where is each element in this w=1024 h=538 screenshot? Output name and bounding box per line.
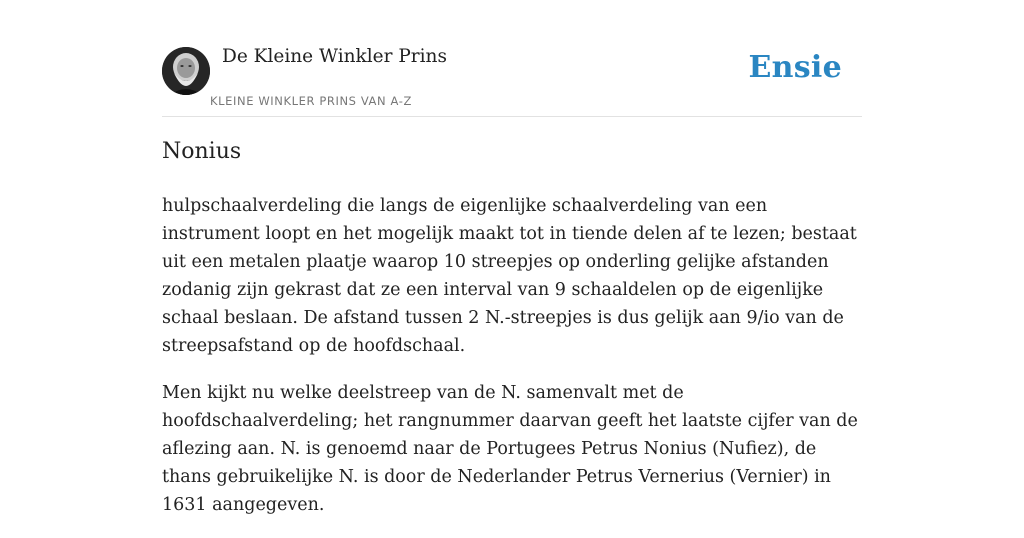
entry-title: Nonius bbox=[162, 139, 242, 164]
source-title[interactable]: De Kleine Winkler Prins bbox=[222, 46, 447, 67]
brand-logo-link[interactable]: Ensie bbox=[748, 50, 842, 85]
entry-paragraph: hulpschaalverdeling die langs de eigenlijke schaalverdeling van een instrument loopt en het mogelijk maakt tot in tiende delen af te lezen; bestaat uit een metalen plaatje waarop 10 streepjes op onderling gelijke afstanden zodanig zijn gekrast dat ze een interval van 9 schaaldelen op de eigenlijke schaal beslaan. De afstand tussen 2 N.-streepjes is dus gelijk aan 9/io van de streepsafstand op de hoofdschaal. bbox=[162, 196, 857, 356]
header bbox=[162, 0, 862, 117]
entry-body bbox=[162, 192, 862, 538]
source-subtitle: KLEINE WINKLER PRINS VAN A-Z bbox=[210, 94, 412, 108]
portrait-icon bbox=[162, 47, 210, 95]
avatar[interactable] bbox=[162, 47, 210, 95]
entry-paragraph: Men kijkt nu welke deelstreep van de N. samenvalt met de hoofdschaalverdeling; het rangnummer daarvan geeft het laatste cijfer van de aflezing aan. N. is genoemd naar de Portugees Petrus Nonius (Nufiez), de thans gebruikelijke N. is door de Nederlander Petrus Vernerius (Vernier) in 1631 aangegeven. bbox=[162, 383, 858, 515]
page-container bbox=[162, 0, 862, 515]
